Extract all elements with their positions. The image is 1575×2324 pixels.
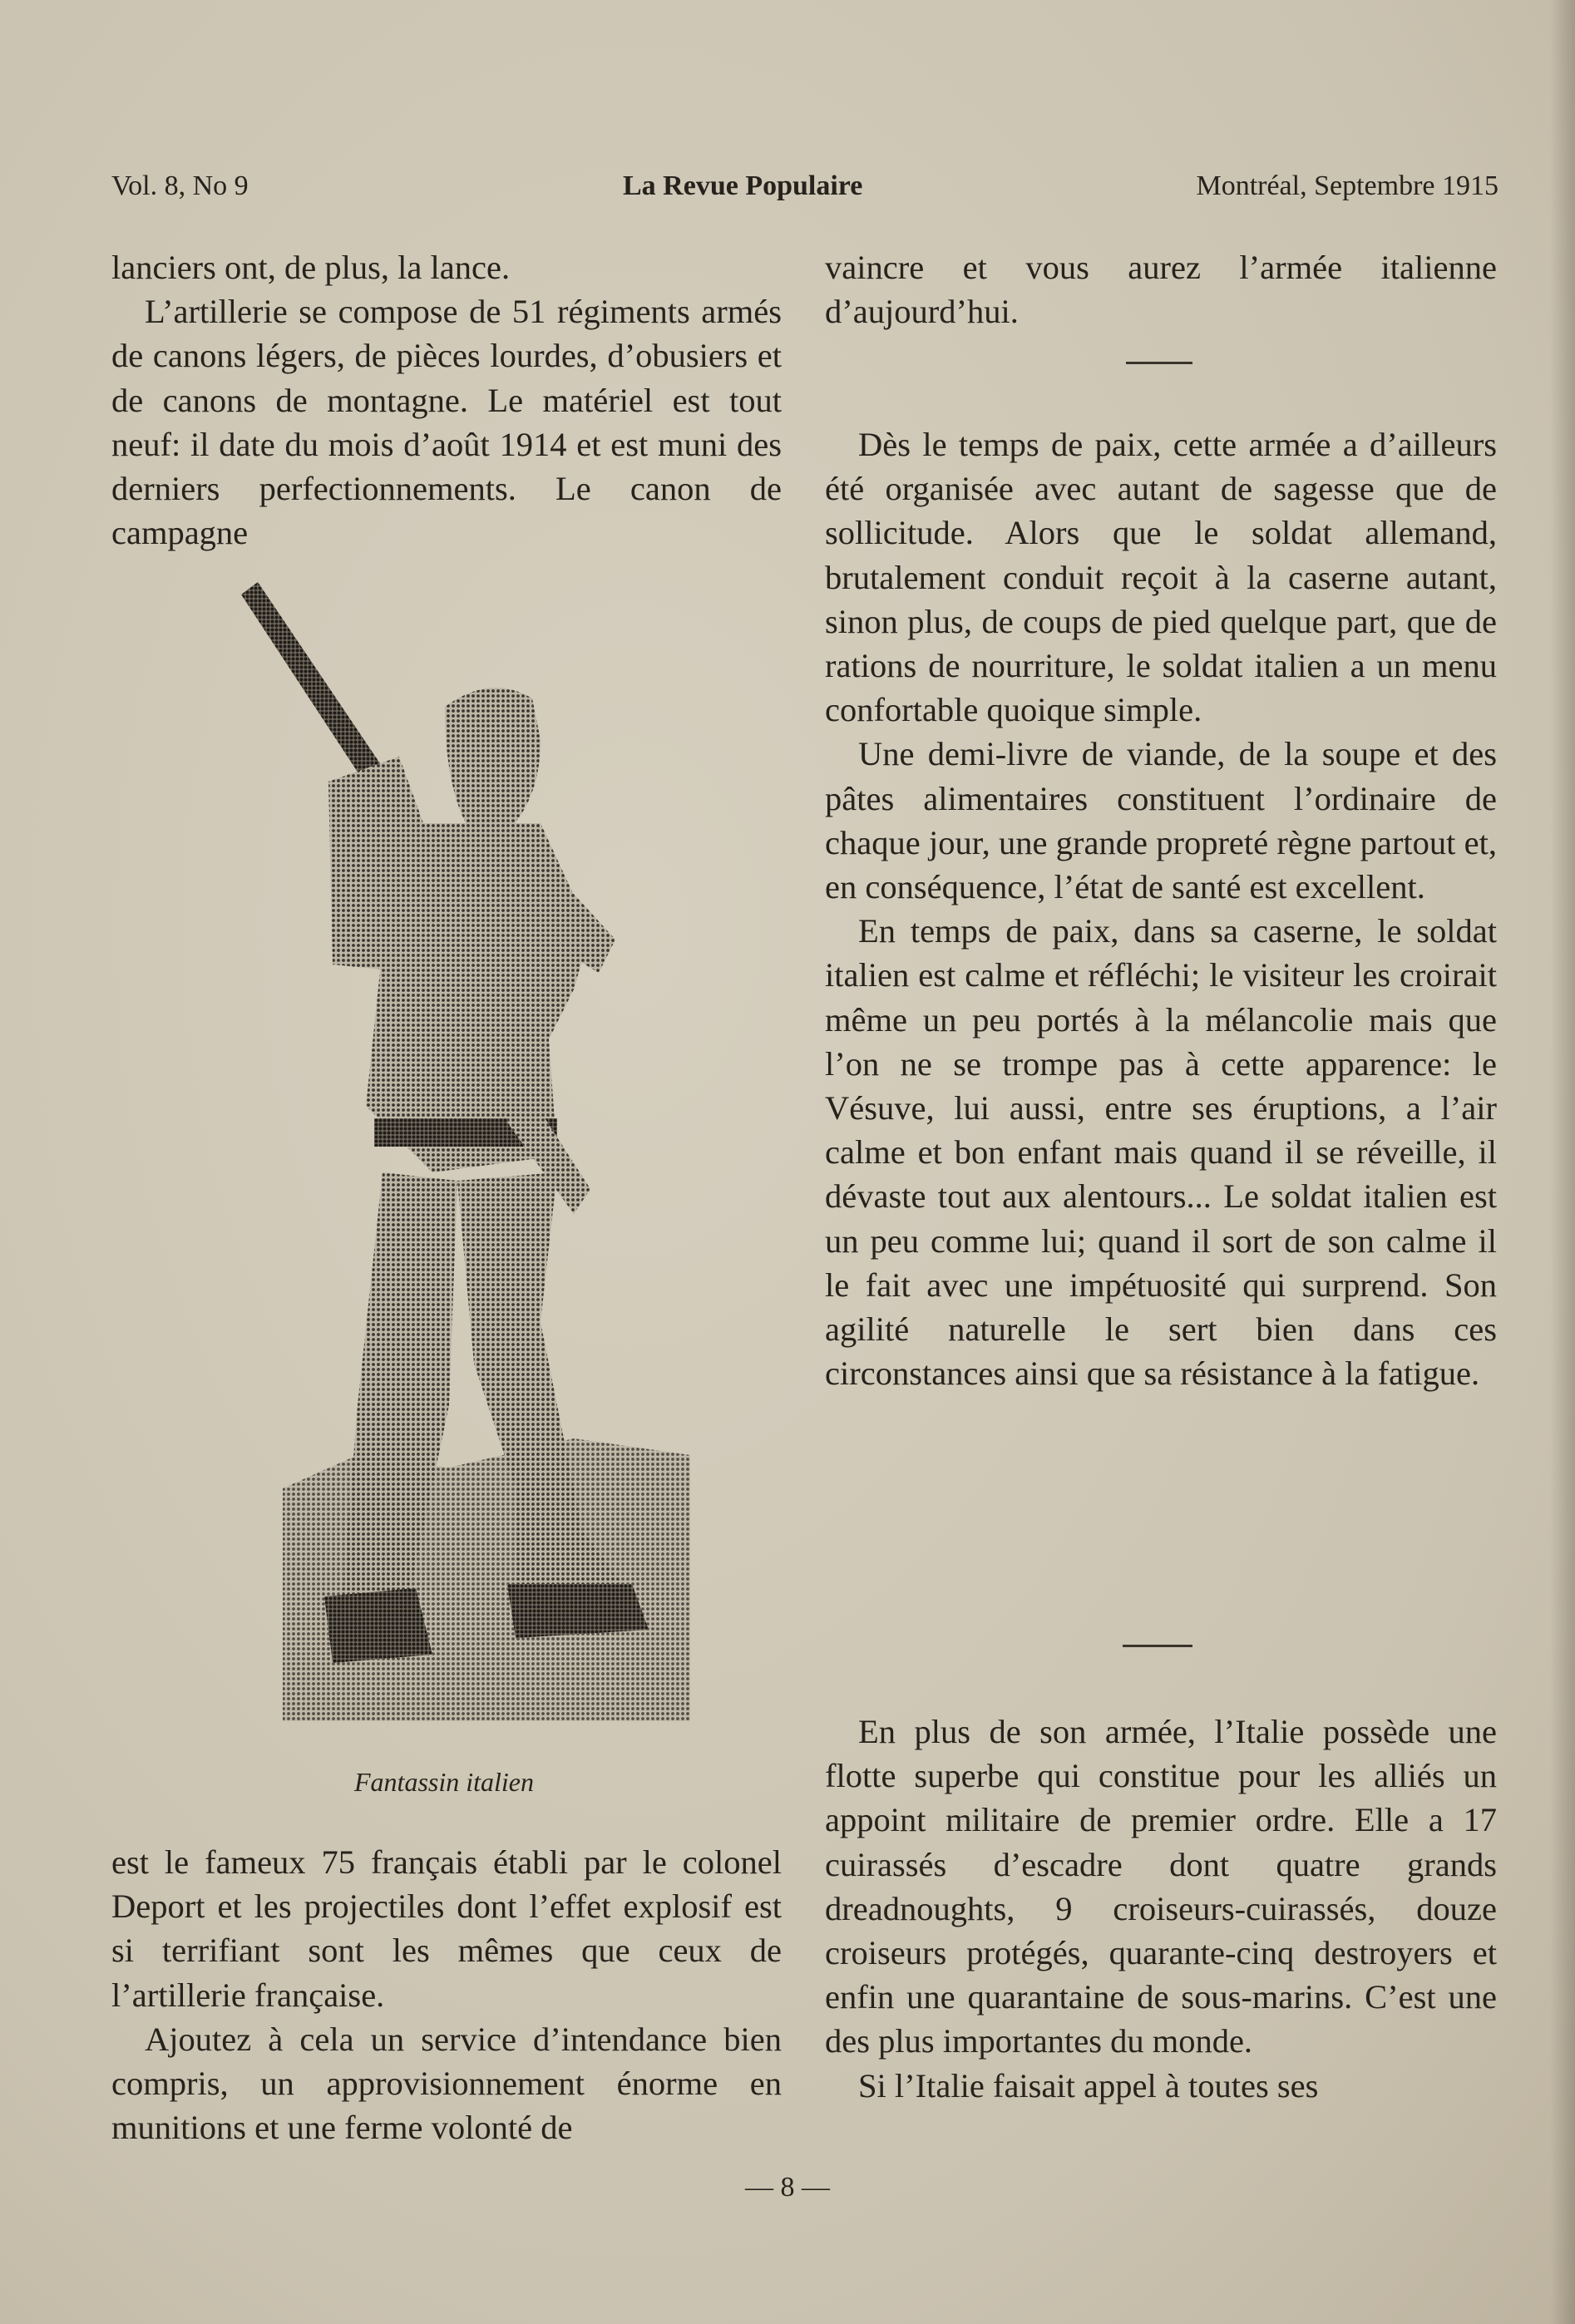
header-title: La Revue Populaire xyxy=(623,170,863,201)
boot-shape xyxy=(507,1584,649,1638)
page-number: — 8 — xyxy=(745,2172,830,2203)
paragraph: lanciers ont, de plus, la lance. xyxy=(111,249,511,286)
section-divider xyxy=(1126,362,1192,364)
head-shape xyxy=(445,688,541,831)
paragraph: Une demi-livre de viande, de la soupe et des pâtes alimentaires constituent l’ordinaire de chaque jour, une grande propreté règne partout et, en conséquence, l’état de santé est excellent. xyxy=(825,735,1497,906)
right-column-section-a xyxy=(825,245,1497,333)
soldier-illustration xyxy=(241,574,707,1738)
paragraph: L’artillerie se compose de 51 régiments armés de canons légers, de pièces lourdes, d’obusiers et de canons de montagne. Le matériel est tout neuf: il date du mois d’août 1914 et est muni des derniers perfectionnements. Le canon de campagne xyxy=(111,293,782,552)
header-volume: Vol. 8, No 9 xyxy=(111,170,249,201)
paragraph: En plus de son armée, l’Italie possède une flotte superbe qui constitue pour les alliés un appoint militaire de premier ordre. Elle a 17 cuirassés d’escadre dont quatre grands dreadnoughts, 9 croiseurs-cuirassés, douze croiseurs protégés, quarante-cinq destroyers et enfin une quarantaine de sous-marins. C’est une des plus importantes du monde. xyxy=(825,1713,1497,2060)
paragraph: En temps de paix, dans sa caserne, le soldat italien est calme et réfléchi; le visiteur les croirait même un peu portés à la mélancolie mais que l’on ne se trompe pas à cette apparence: le Vésuve, lui aussi, entre ses éruptions, a l’air calme et bon enfant mais quand il se réveille, il dévaste tout aux alentours... Le soldat italien est un peu comme lui; quand il sort de son calme il le fait avec une impétuosité qui surprend. Son agilité naturelle le sert bien dans ces circonstances ainsi que sa résistance à la fatigue. xyxy=(825,912,1497,1393)
section-divider xyxy=(1123,1645,1192,1647)
left-column-bottom xyxy=(111,1840,782,2149)
right-column-section-c xyxy=(825,1710,1497,2108)
header-place-date: Montréal, Septembre 1915 xyxy=(1196,170,1498,201)
right-column-section-b xyxy=(825,422,1497,1395)
figure-caption: Fantassin italien xyxy=(354,1767,534,1797)
paragraph: Dès le temps de paix, cette armée a d’ailleurs été organisée avec autant de sagesse que de sollicitude. Alors que le soldat allemand, brutalement conduit reçoit à la caserne autant, sinon plus, de coups de pied quelque part, que de rations de nourriture, le soldat italien a un menu confortable quoique simple. xyxy=(825,426,1497,729)
paragraph: vaincre et vous aurez l’armée italienne d’aujourd’hui. xyxy=(825,249,1497,331)
paragraph: Si l’Italie faisait appel à toutes ses xyxy=(858,2066,1319,2104)
boot-shape xyxy=(324,1588,432,1663)
paragraph: Ajoutez à cela un service d’intendance bien compris, un approvisionnement énorme en munitions et une ferme volonté de xyxy=(111,2020,782,2147)
left-column-top xyxy=(111,245,782,555)
paragraph: est le fameux 75 français établi par le colonel Deport et les projectiles dont l’effet explosif est si terrifiant sont les mêmes que ceux de l’artillerie française. xyxy=(111,1843,782,2014)
running-header xyxy=(111,170,1498,212)
page-edge-shadow xyxy=(1550,0,1575,2324)
